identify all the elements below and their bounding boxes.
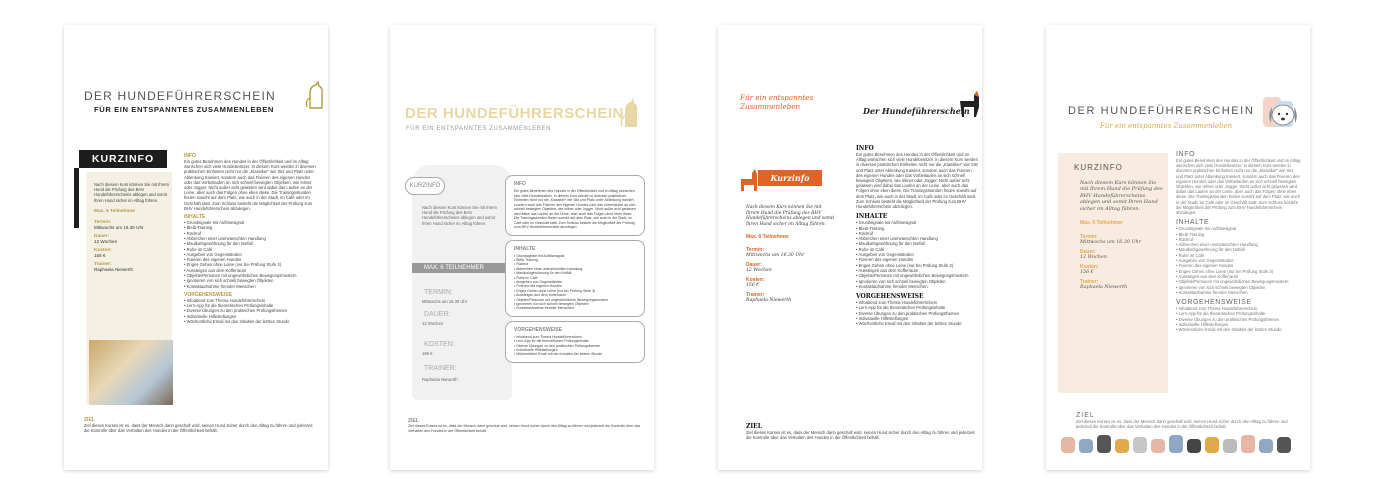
- termin-value: Mittwochs um 16.30 Uhr: [1080, 240, 1141, 246]
- max-participants: Max. 6 Teilnehmer: [746, 234, 789, 240]
- list-item: • Kontaktaufnahme fremder Menschen: [1176, 290, 1301, 295]
- list-item: • Diverse Übungen zu den praktischen Prüfungsthemen: [184, 308, 319, 313]
- kurzinfo-text: Nach diesem Kurs können Sie mit Ihrem Hund die Prüfung des BHV Hundeführerscheins ablegen und somit Ihren Hund sicher im Alltag führen.: [1080, 180, 1163, 212]
- termin-label: TERMIN:: [424, 289, 453, 296]
- inhalte-heading: INHALTE: [184, 214, 206, 221]
- info-heading: INFO: [856, 145, 874, 152]
- dog-logo-icon: [618, 93, 642, 133]
- list-item: • Lern-App für die theoretischen Prüfungsinhalte: [856, 305, 978, 310]
- dog-illustrations-icon: [1061, 433, 1301, 455]
- termin-label: Termin:: [94, 219, 112, 225]
- ziel-section: [84, 414, 314, 433]
- list-item: • Diverse Übungen zu den praktischen Prüfungsthemen: [514, 344, 636, 348]
- inhalte-list: [1176, 226, 1301, 295]
- max-participants: Max. 6 Teilnehmer: [94, 208, 136, 214]
- list-item: • Ruhe im Café: [1176, 253, 1301, 258]
- termin-label: Termin:: [1080, 234, 1098, 241]
- dog-logo-icon: [958, 87, 980, 119]
- inhalte-list: [184, 220, 319, 289]
- details-column: [856, 141, 978, 327]
- details-column: [184, 150, 319, 324]
- page-title: DER HUNDEFÜHRERSCHEIN: [405, 105, 624, 122]
- list-item: • Ruhe im Café: [184, 247, 319, 252]
- termin-value: Mittwochs um 16.30 Uhr: [746, 253, 805, 258]
- vorgehen-list: [514, 335, 636, 357]
- list-item: • Grundsignale mit Auflösesignal: [1176, 226, 1301, 231]
- list-item: • Abbrechen einer unerwünschten Handlung: [184, 236, 319, 241]
- list-item: • Ignorieren von sich schnell bewegten Objekten: [184, 278, 319, 283]
- ziel-text: Ziel dieses Kurses ist es, dass der Mensch darin geschult wird, seinen Hund sicher durch den Alltag zu führen und jederzeit die Kontrolle über das Verhalten des Hundes in der Öffentlichkeit behält.: [746, 430, 975, 441]
- trainer-label: TRAINER:: [424, 365, 457, 372]
- list-item: • Rückruf: [514, 262, 636, 266]
- list-item: • Maulkorbgewöhnung für den Notfall: [856, 241, 978, 246]
- list-item: • Abbrechen einer unerwünschten Handlung: [1176, 242, 1301, 247]
- list-item: • Objekte/Personen mit ungewöhnlichen Bewegungsmustern: [856, 273, 978, 278]
- trainer-value: Raphaela Niewerth: [1080, 285, 1128, 291]
- slogan-line: Für ein entspanntes: [740, 93, 814, 102]
- kurzinfo-text: Nach diesem Kurs können Sie mit Ihrem Hund die Prüfung des BHV Hundeführerscheins ablegen und somit Ihren Hund sicher im Alltag führen.: [422, 205, 497, 226]
- info-heading: INFO: [1176, 151, 1196, 158]
- dauer-section: [412, 309, 512, 320]
- ziel-heading: ZIEL: [1076, 412, 1095, 419]
- list-item: • Ausgeben von Gegenständen: [184, 252, 319, 257]
- list-item: • Lern-App für die theoretischen Prüfungsinhalte: [1176, 311, 1301, 316]
- ziel-text: Ziel dieses Kurses ist es, dass der Mensch darin geschult wird, seinen Hund sicher durch den Alltag zu führen und jederzeit die Kontrolle über das Verhalten des Hundes in der Öffentlichkeit behält.: [408, 424, 641, 433]
- list-item: • Aussteigen aus dem Kofferraum: [184, 268, 319, 273]
- list-item: • Enges Gehen ohne Leine (nur bei Prüfung Stufe 3): [514, 289, 636, 293]
- list-item: • Bleib-Training: [1176, 232, 1301, 237]
- list-item: • Infoabend zum Thema Hundeführerschein: [856, 300, 978, 305]
- dauer-label: Dauer:: [1080, 249, 1096, 256]
- list-item: • Individuelle Hilfestellungen: [856, 316, 978, 321]
- inhalte-box: [505, 240, 645, 317]
- list-item: • Diverse Übungen zu den praktischen Prüfungsthemen: [1176, 317, 1301, 322]
- kosten-value: 156 €: [422, 351, 433, 356]
- list-item: • Individuelle Hilfestellungen: [1176, 322, 1301, 327]
- termin-value: Mittwochs um 16.30 Uhr: [94, 224, 144, 230]
- ziel-text: Ziel dieses Kurses ist es, dass der Mensch darin geschult wird, seinen Hund sicher durch den Alltag zu führen und jederzeit die Kontrolle über das Verhalten des Hundes in der Öffentlichkeit behält.: [1076, 419, 1288, 430]
- kosten-value: 156 €: [94, 252, 106, 258]
- inhalte-heading: INHALTE: [1176, 219, 1210, 227]
- list-item: • Infoabend zum Thema Hundeführerschein: [514, 335, 636, 339]
- kosten-section: [412, 339, 512, 350]
- list-item: • Infoabend zum Thema Hundeführerschein: [184, 298, 319, 303]
- info-box: [505, 175, 645, 236]
- dauer-value: 12 Wochen: [746, 268, 772, 273]
- dauer-value: 12 Wochen: [1080, 255, 1107, 261]
- list-item: • Ruhe im Café: [514, 276, 636, 280]
- list-item: • Bleib-Training: [514, 258, 636, 262]
- details-column: [505, 175, 645, 367]
- list-item: • Wöchentliche Email mit den Inhalten der letzten Stunde: [1176, 327, 1301, 332]
- list-item: • Ausgeben von Gegenständen: [514, 280, 636, 284]
- dauer-label: Dauer:: [94, 233, 110, 239]
- vorgehen-heading: VORGEHENSWEISE: [1176, 299, 1252, 307]
- max-participants: Max. 6 Teilnehmer: [1080, 220, 1123, 227]
- list-item: • Individuelle Hilfestellungen: [184, 314, 319, 319]
- vorgehen-heading: VORGEHENSWEISE: [514, 326, 563, 333]
- kurzinfo-heading: KURZINFO: [79, 150, 167, 168]
- list-item: • Kontaktaufnahme fremder Menschen: [856, 284, 978, 289]
- kurzinfo-text: Nach diesem Kurs können Sie mit Ihrem Hund die Prüfung des BHV Hundeführerscheins ablegen und somit Ihren Hund sicher im Alltag führen.: [94, 182, 169, 203]
- kurzinfo-heading: KURZINFO: [1074, 163, 1123, 172]
- dog-photo: [89, 340, 173, 405]
- ziel-heading: ZIEL: [84, 417, 95, 423]
- kosten-value: 156 €: [746, 283, 760, 288]
- list-item: • Grundsignale mit Auflösesignal: [514, 254, 636, 258]
- list-item: • Wöchentliche Email mit den Inhalten der letzten Stunde: [514, 352, 636, 356]
- flyer-variant-1: [64, 25, 328, 470]
- list-item: • Lern-App für die theoretischen Prüfungsinhalte: [184, 303, 319, 308]
- dauer-label: DAUER:: [424, 311, 451, 318]
- list-item: • Fixieren des eigenen Hundes: [514, 284, 636, 288]
- slogan-line: Zusammenleben: [740, 102, 801, 111]
- kosten-label: Kosten:: [1080, 264, 1099, 271]
- list-item: • Ausgeben von Gegenständen: [1176, 258, 1301, 263]
- trainer-section: [412, 363, 512, 374]
- vorgehen-list: [1176, 306, 1301, 332]
- list-item: • Objekte/Personen mit ungewöhnlichen Bewegungsmustern: [514, 298, 636, 302]
- trainer-label: Trainer:: [1080, 279, 1099, 286]
- list-item: • Grundsignale mit Auflösesignal: [184, 220, 319, 225]
- page-slogan: [740, 93, 813, 111]
- list-item: • Aussteigen aus dem Kofferraum: [856, 268, 978, 273]
- dog-logo-icon: [304, 80, 326, 110]
- list-item: • Grundsignale mit Auflösesignal: [856, 220, 978, 225]
- list-item: • Ausgeben von Gegenständen: [856, 252, 978, 257]
- list-item: • Maulkorbgewöhnung für den Notfall: [1176, 247, 1301, 252]
- list-item: • Aussteigen aus dem Kofferraum: [1176, 274, 1301, 279]
- page-title: DER HUNDEFÜHRERSCHEIN: [1068, 105, 1255, 117]
- inhalte-list: [856, 220, 978, 289]
- list-item: • Bleib-Training: [184, 225, 319, 230]
- vorgehen-box: [505, 321, 645, 363]
- list-item: • Abbrechen einer unerwünschten Handlung: [514, 267, 636, 271]
- list-item: • Objekte/Personen mit ungewöhnlichen Bewegungsmustern: [1176, 279, 1301, 284]
- list-item: • Wöchentliche Email mit den Inhalten der letzten Stunde: [856, 321, 978, 326]
- list-item: • Enges Gehen ohne Leine (nur bei Prüfung Stufe 3): [856, 263, 978, 268]
- list-item: • Maulkorbgewöhnung für den Notfall: [184, 241, 319, 246]
- page-subtitle: Für ein entspanntes Zusammenleben: [1100, 122, 1233, 130]
- vorgehen-list: [856, 300, 978, 326]
- ziel-section: [1076, 408, 1301, 429]
- ziel-section: [408, 418, 648, 433]
- list-item: • Enges Gehen ohne Leine (nur bei Prüfung Stufe 3): [184, 262, 319, 267]
- list-item: • Individuelle Hilfestellungen: [514, 348, 636, 352]
- dauer-value: 12 Wochen: [422, 321, 444, 326]
- termin-section: [412, 287, 512, 298]
- trainer-value: Raphaela Niewerth: [94, 266, 134, 272]
- list-item: • Bleib-Training: [856, 226, 978, 231]
- list-item: • Lern-App für die theoretischen Prüfungsinhalte: [514, 339, 636, 343]
- inhalte-heading: INHALTE: [514, 245, 536, 252]
- list-item: • Rückruf: [1176, 237, 1301, 242]
- vorgehen-heading: VORGEHENSWEISE: [856, 293, 924, 301]
- info-text: Ein gutes Benehmen des Hundes in der Öffentlichkeit und im Alltag wünschen sich viele Hundebesitzer. In diesem Kurs werden in diversen praktischen Einheiten nicht nur die „Klassiker“ wie Sitz und Platz unter Ablenkung trainiert, sondern auch das Fixieren des eigenen Hundes oder das Vorbeilaufen an sich schnell bewegten Objekten, wie Inliner oder Jogger. Nicht außer acht gelassen wird dabei das Laufen an der Leine, aber auch das Folgen ohne eben diese. Die Trainingsstunden finden sowohl auf dem Platz, wie auch in der Stadt, im Café oder im Geschäft statt. Zum Schluss besteht die Möglichkeit der Prüfung zum BHV Hundeführerschein abzulegen.: [1176, 158, 1301, 216]
- info-text: Ein gutes Benehmen des Hundes in der Öffentlichkeit und im Alltag wünschen sich viele Hundebesitzer. In diesem Kurs werden in diversen praktischen Einheiten nicht nur die „Klassiker“ wie Sitz und Platz unter Ablenkung trainiert, sondern auch das Fixieren des eigenen Hundes oder das Vorbeilaufen an sich schnell bewegten Objekten, wie Inliner oder Jogger. Nicht außer acht gelassen wird dabei das Laufen an der Leine, aber auch das Folgen ohne eben diese. Die Trainingsstunden finden sowohl auf dem Platz, wie auch in der Stadt, im Café oder im Geschäft statt. Zum Schluss besteht die Möglichkeit der Prüfung zum BHV Hundeführerschein abzulegen.: [856, 152, 978, 210]
- kurzinfo-heading: KURZINFO: [405, 177, 445, 195]
- kosten-label: Kosten:: [746, 277, 765, 283]
- kurzinfo-details: [746, 205, 836, 307]
- trainer-value: Raphaela Niewerth: [746, 298, 792, 303]
- termin-value: Mittwochs um 16.30 Uhr: [422, 299, 468, 304]
- trainer-label: Trainer:: [746, 292, 765, 298]
- dauer-label: Dauer:: [746, 262, 762, 268]
- vorgehen-heading: VORGEHENSWEISE: [184, 291, 233, 298]
- list-item: • Ignorieren von sich schnell bewegten Objekten: [514, 302, 636, 306]
- max-participants-bar: [412, 263, 512, 273]
- list-item: • Fixieren des eigenen Hundes: [1176, 263, 1301, 268]
- ziel-text: Ziel dieses Kurses ist es, dass der Mensch darin geschult wird, seinen Hund sicher durch den Alltag zu führen und jederzeit die Kontrolle über das Verhalten des Hundes in der Öffentlichkeit behält.: [84, 423, 313, 434]
- flyer-variant-2: [390, 25, 654, 470]
- termin-label: Termin:: [746, 247, 764, 253]
- dauer-value: 12 Wochen: [94, 238, 118, 244]
- list-item: • Wöchentliche Email mit den Inhalten der letzten Stunde: [184, 319, 319, 324]
- inhalte-heading: INHALTE: [856, 213, 888, 221]
- flyer-variant-4: [1046, 25, 1310, 470]
- info-heading: INFO: [184, 153, 196, 159]
- kosten-label: KOSTEN:: [424, 341, 455, 348]
- list-item: • Kontaktaufnahme fremder Menschen: [514, 306, 636, 310]
- list-item: • Enges Gehen ohne Leine (nur bei Prüfung Stufe 3): [1176, 269, 1301, 274]
- page-subtitle: FÜR EIN ENTSPANNTES ZUSAMMENLEBEN: [406, 126, 552, 132]
- kurzinfo-bar: [74, 168, 79, 228]
- details-column: [1176, 147, 1301, 333]
- list-item: • Rückruf: [856, 231, 978, 236]
- list-item: • Objekte/Personen mit ungewöhnlichen Bewegungsmustern: [184, 273, 319, 278]
- list-item: • Fixieren des eigenen Hundes: [856, 257, 978, 262]
- list-item: • Ruhe im Café: [856, 247, 978, 252]
- list-item: • Kontaktaufnahme fremder Menschen: [184, 284, 319, 289]
- list-item: • Ignorieren von sich schnell bewegten Objekten: [1176, 285, 1301, 290]
- page-subtitle: FÜR EIN ENTSPANNTES ZUSAMMENLEBEN: [94, 105, 274, 114]
- page-title: DER HUNDEFÜHRERSCHEIN: [84, 89, 276, 103]
- list-item: • Infoabend zum Thema Hundeführerschein: [1176, 306, 1301, 311]
- info-heading: INFO: [514, 181, 526, 187]
- kurzinfo-text: Nach diesem Kurs können Sie mit Ihrem Hund die Prüfung des BHV Hundeführerscheins ablegen und somit Ihren Hund sicher im Alltag führen.: [746, 205, 835, 227]
- ziel-heading: ZIEL: [408, 418, 419, 424]
- ziel-heading: ZIEL: [746, 423, 762, 430]
- info-text: Ein gutes Benehmen des Hundes in der Öffentlichkeit und im Alltag wünschen sich viele Hundebesitzer. In diesem Kurs werden in diversen praktischen Einheiten nicht nur die „Klassiker“ wie Sitz und Platz unter Ablenkung trainiert, sondern auch das Fixieren des eigenen Hundes oder das Vorbeilaufen an sich schnell bewegten Objekten, wie Inliner oder Jogger. Nicht außer acht gelassen wird dabei das Laufen an der Leine, aber auch das Folgen ohne eben diese. Die Trainingsstunden finden sowohl auf dem Platz, wie auch in der Stadt, im Café oder im Geschäft statt. Zum Schluss besteht die Möglichkeit der Prüfung zum BHV Hundeführerschein abzulegen.: [514, 189, 636, 229]
- list-item: • Rückruf: [184, 231, 319, 236]
- inhalte-list: [514, 254, 636, 311]
- vorgehen-list: [184, 298, 319, 324]
- trainer-value: Raphaela Niewerth: [422, 377, 458, 382]
- dog-face-logo-icon: [1261, 93, 1301, 135]
- list-item: • Ignorieren von sich schnell bewegten Objekten: [856, 279, 978, 284]
- flyer-variant-3: [718, 25, 982, 470]
- max-participants: MAX. 6 TEILNEHMER: [424, 265, 484, 271]
- page-title: Der Hundeführerschein: [863, 106, 970, 116]
- list-item: • Fixieren des eigenen Hundes: [184, 257, 319, 262]
- list-item: • Abbrechen einer unerwünschten Handlung: [856, 236, 978, 241]
- info-text: Ein gutes Benehmen des Hundes in der Öffentlichkeit und im Alltag wünschen sich viele Hundebesitzer. In diesem Kurs werden in diversen praktischen Einheiten nicht nur die „Klassiker“ wie Sitz und Platz unter Ablenkung trainiert, sondern auch das Fixieren des eigenen Hundes oder das Vorbeilaufen an sich schnell bewegten Objekten, wie Inliner oder Jogger. Nicht außer acht gelassen wird dabei das Laufen an der Leine, aber auch das Folgen ohne eben diese. Die Trainingsstunden finden sowohl auf dem Platz, wie auch in der Stadt, im Café oder im Geschäft statt. Zum Schluss besteht die Möglichkeit der Prüfung zum BHV Hundeführerschein abzulegen.: [184, 159, 316, 211]
- list-item: • Maulkorbgewöhnung für den Notfall: [514, 271, 636, 275]
- kurzinfo-heading: Kurzinfo: [758, 170, 822, 186]
- ziel-section: [746, 423, 976, 440]
- list-item: • Aussteigen aus dem Kofferraum: [514, 293, 636, 297]
- kurzinfo-details: [1080, 180, 1165, 294]
- list-item: • Diverse Übungen zu den praktischen Prüfungsthemen: [856, 311, 978, 316]
- kosten-label: Kosten:: [94, 247, 112, 253]
- kosten-value: 156 €: [1080, 270, 1094, 276]
- kurzinfo-details: [94, 182, 169, 276]
- trainer-label: Trainer:: [94, 261, 112, 267]
